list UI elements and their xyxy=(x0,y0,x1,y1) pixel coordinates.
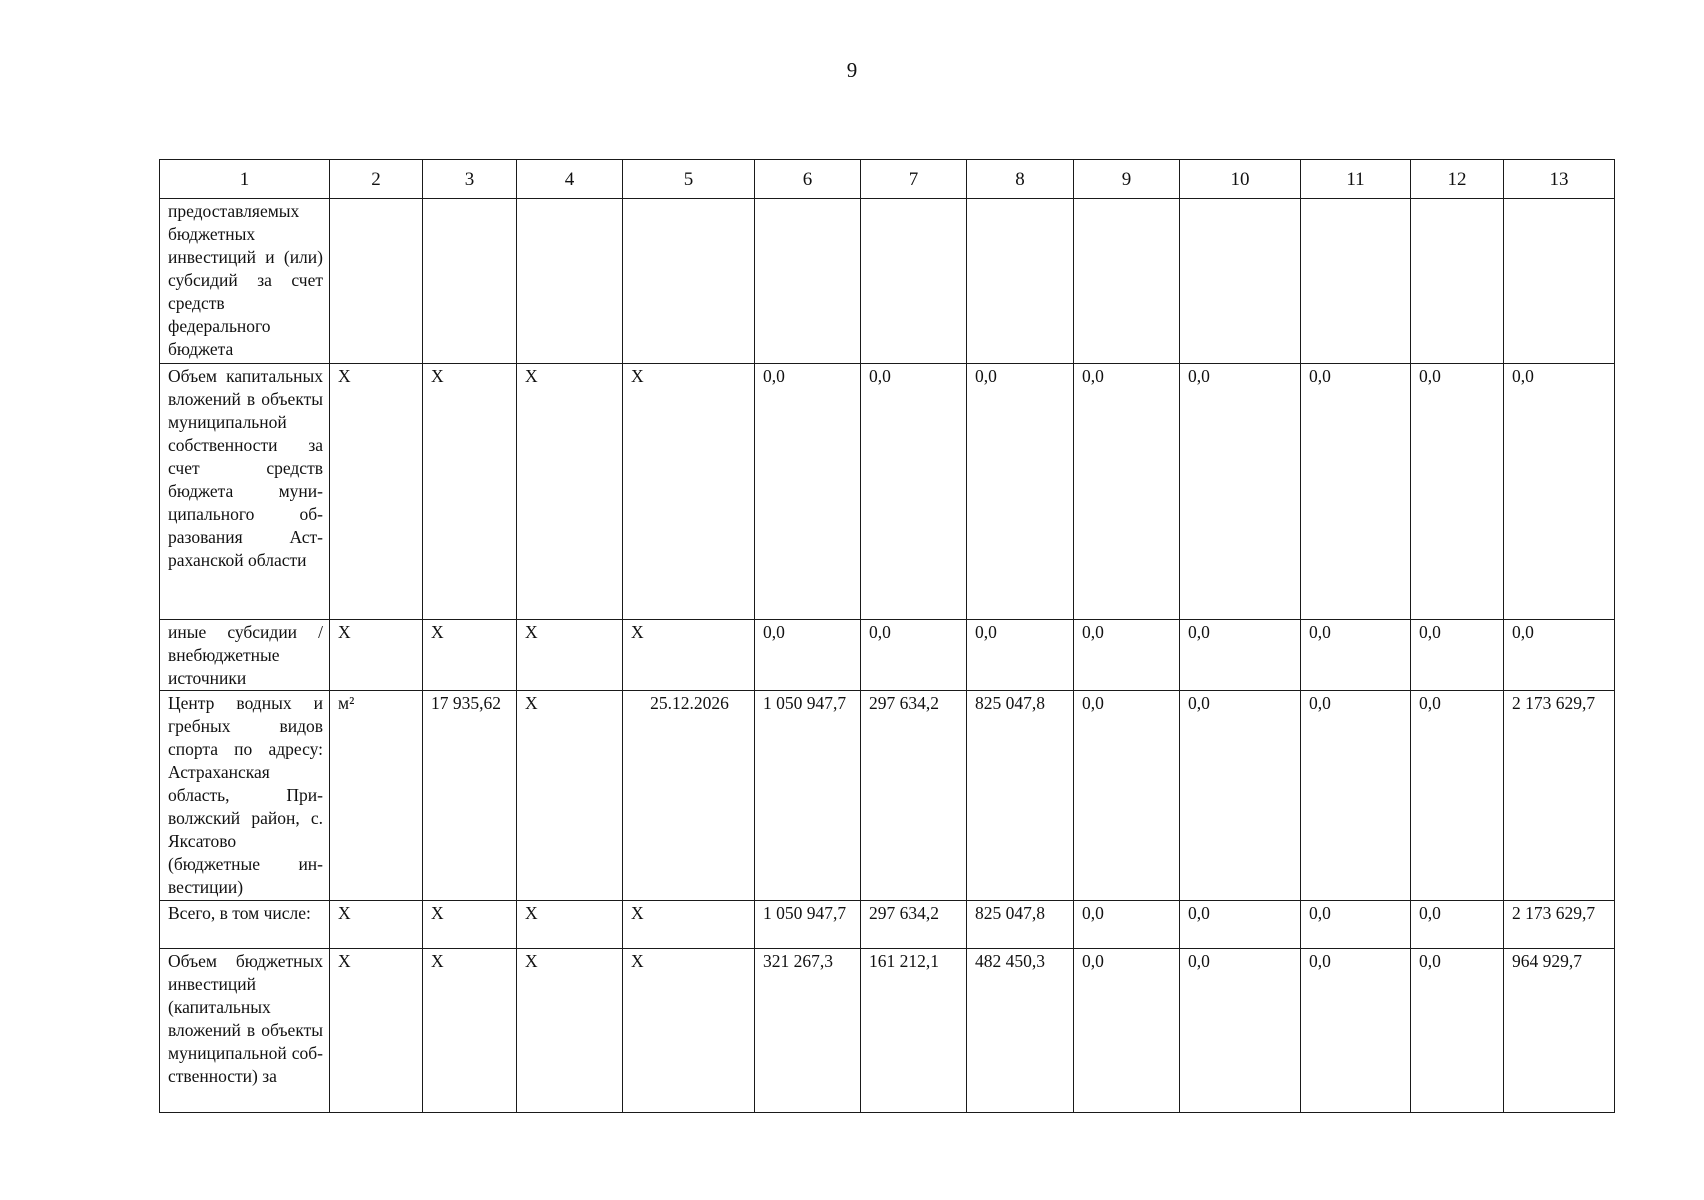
table-cell: X xyxy=(623,620,755,691)
table-cell: X xyxy=(423,949,517,1113)
table-cell xyxy=(1411,199,1504,364)
row-description: Объем капитальных вложений в объекты муниципальной собственности за счет средств бюджета муниципального образования Астраханской области xyxy=(160,364,330,620)
table-cell: 0,0 xyxy=(755,620,861,691)
table-cell: 17 935,62 xyxy=(423,691,517,901)
table-cell: X xyxy=(517,949,623,1113)
table-cell: 0,0 xyxy=(1074,949,1180,1113)
table-cell: 482 450,3 xyxy=(967,949,1074,1113)
table-cell: 0,0 xyxy=(1411,364,1504,620)
table-cell: X xyxy=(330,901,423,949)
column-header: 9 xyxy=(1074,160,1180,199)
table-cell xyxy=(755,199,861,364)
table-cell: 297 634,2 xyxy=(861,901,967,949)
table-cell: 1 050 947,7 xyxy=(755,691,861,901)
table-cell: 0,0 xyxy=(1411,620,1504,691)
table-cell: 0,0 xyxy=(1411,901,1504,949)
budget-table xyxy=(159,159,1615,1113)
table-row xyxy=(160,949,1615,1113)
page-number: 9 xyxy=(846,58,858,82)
row-description: Центр водных и гребных видов спорта по адресу: Астраханская область, Приволжский район, с. Яксатово (бюджетные инвестиции) xyxy=(160,691,330,901)
table-cell: 2 173 629,7 xyxy=(1504,691,1615,901)
table-cell xyxy=(623,199,755,364)
table-cell: X xyxy=(423,620,517,691)
table-cell: 0,0 xyxy=(1074,364,1180,620)
table-row xyxy=(160,901,1615,949)
table-row xyxy=(160,691,1615,901)
table-cell: 0,0 xyxy=(861,364,967,620)
table-cell: 161 212,1 xyxy=(861,949,967,1113)
column-header: 11 xyxy=(1301,160,1411,199)
table-cell: 297 634,2 xyxy=(861,691,967,901)
column-header: 2 xyxy=(330,160,423,199)
table-cell: 0,0 xyxy=(1411,691,1504,901)
column-header: 10 xyxy=(1180,160,1301,199)
column-header: 6 xyxy=(755,160,861,199)
row-description: Всего, в том числе: xyxy=(160,901,330,949)
table-cell: 0,0 xyxy=(1074,620,1180,691)
table-cell: 2 173 629,7 xyxy=(1504,901,1615,949)
table-cell: X xyxy=(330,620,423,691)
table-cell xyxy=(1504,199,1615,364)
table-cell: 1 050 947,7 xyxy=(755,901,861,949)
table-cell: 0,0 xyxy=(1504,620,1615,691)
row-description: иные субсидии / внебюджетные источники xyxy=(160,620,330,691)
table-cell: X xyxy=(330,949,423,1113)
table-cell: 0,0 xyxy=(1301,901,1411,949)
table-cell: 825 047,8 xyxy=(967,691,1074,901)
row-description: Объем бюджетных инвестиций (капитальных вложений в объекты муниципальной собственности) за xyxy=(160,949,330,1113)
table-cell: 0,0 xyxy=(1180,620,1301,691)
table-cell: 321 267,3 xyxy=(755,949,861,1113)
table-row xyxy=(160,199,1615,364)
column-header: 12 xyxy=(1411,160,1504,199)
table-cell xyxy=(967,199,1074,364)
column-header: 1 xyxy=(160,160,330,199)
table-cell: 0,0 xyxy=(1411,949,1504,1113)
table-cell: 25.12.2026 xyxy=(623,691,755,901)
column-header: 8 xyxy=(967,160,1074,199)
table-cell xyxy=(1301,199,1411,364)
column-header: 3 xyxy=(423,160,517,199)
table-cell: 825 047,8 xyxy=(967,901,1074,949)
table-cell: 0,0 xyxy=(1180,364,1301,620)
table-cell: 0,0 xyxy=(1301,364,1411,620)
table-cell: X xyxy=(423,364,517,620)
table-cell: м² xyxy=(330,691,423,901)
table-cell: 0,0 xyxy=(967,620,1074,691)
column-header: 13 xyxy=(1504,160,1615,199)
table-cell xyxy=(517,199,623,364)
table-cell: X xyxy=(517,364,623,620)
table-cell: X xyxy=(517,901,623,949)
table-row xyxy=(160,620,1615,691)
table-cell: 0,0 xyxy=(1301,949,1411,1113)
table-cell: 0,0 xyxy=(1504,364,1615,620)
table-cell: X xyxy=(517,691,623,901)
table-cell: 0,0 xyxy=(1180,691,1301,901)
table-row xyxy=(160,364,1615,620)
table-cell: X xyxy=(623,949,755,1113)
table-cell xyxy=(330,199,423,364)
table-cell: 0,0 xyxy=(861,620,967,691)
table-cell: X xyxy=(423,901,517,949)
table-cell xyxy=(1180,199,1301,364)
table-cell: 0,0 xyxy=(755,364,861,620)
table-cell: 0,0 xyxy=(1301,620,1411,691)
table-cell: X xyxy=(623,901,755,949)
table-cell xyxy=(1074,199,1180,364)
column-header: 5 xyxy=(623,160,755,199)
table-cell: 0,0 xyxy=(1180,901,1301,949)
table-cell: X xyxy=(623,364,755,620)
table-cell: 0,0 xyxy=(1074,901,1180,949)
table-cell: 964 929,7 xyxy=(1504,949,1615,1113)
column-header: 7 xyxy=(861,160,967,199)
table-cell: 0,0 xyxy=(967,364,1074,620)
table-cell xyxy=(423,199,517,364)
table-cell: X xyxy=(330,364,423,620)
table-cell: 0,0 xyxy=(1180,949,1301,1113)
table-cell: X xyxy=(517,620,623,691)
table-header-row xyxy=(160,160,1615,199)
column-header: 4 xyxy=(517,160,623,199)
table-cell: 0,0 xyxy=(1074,691,1180,901)
table-cell: 0,0 xyxy=(1301,691,1411,901)
row-description: предоставляемых бюджетных инвестиций и (или) субсидий за счет средств федерального бюджета xyxy=(160,199,330,364)
table-cell xyxy=(861,199,967,364)
